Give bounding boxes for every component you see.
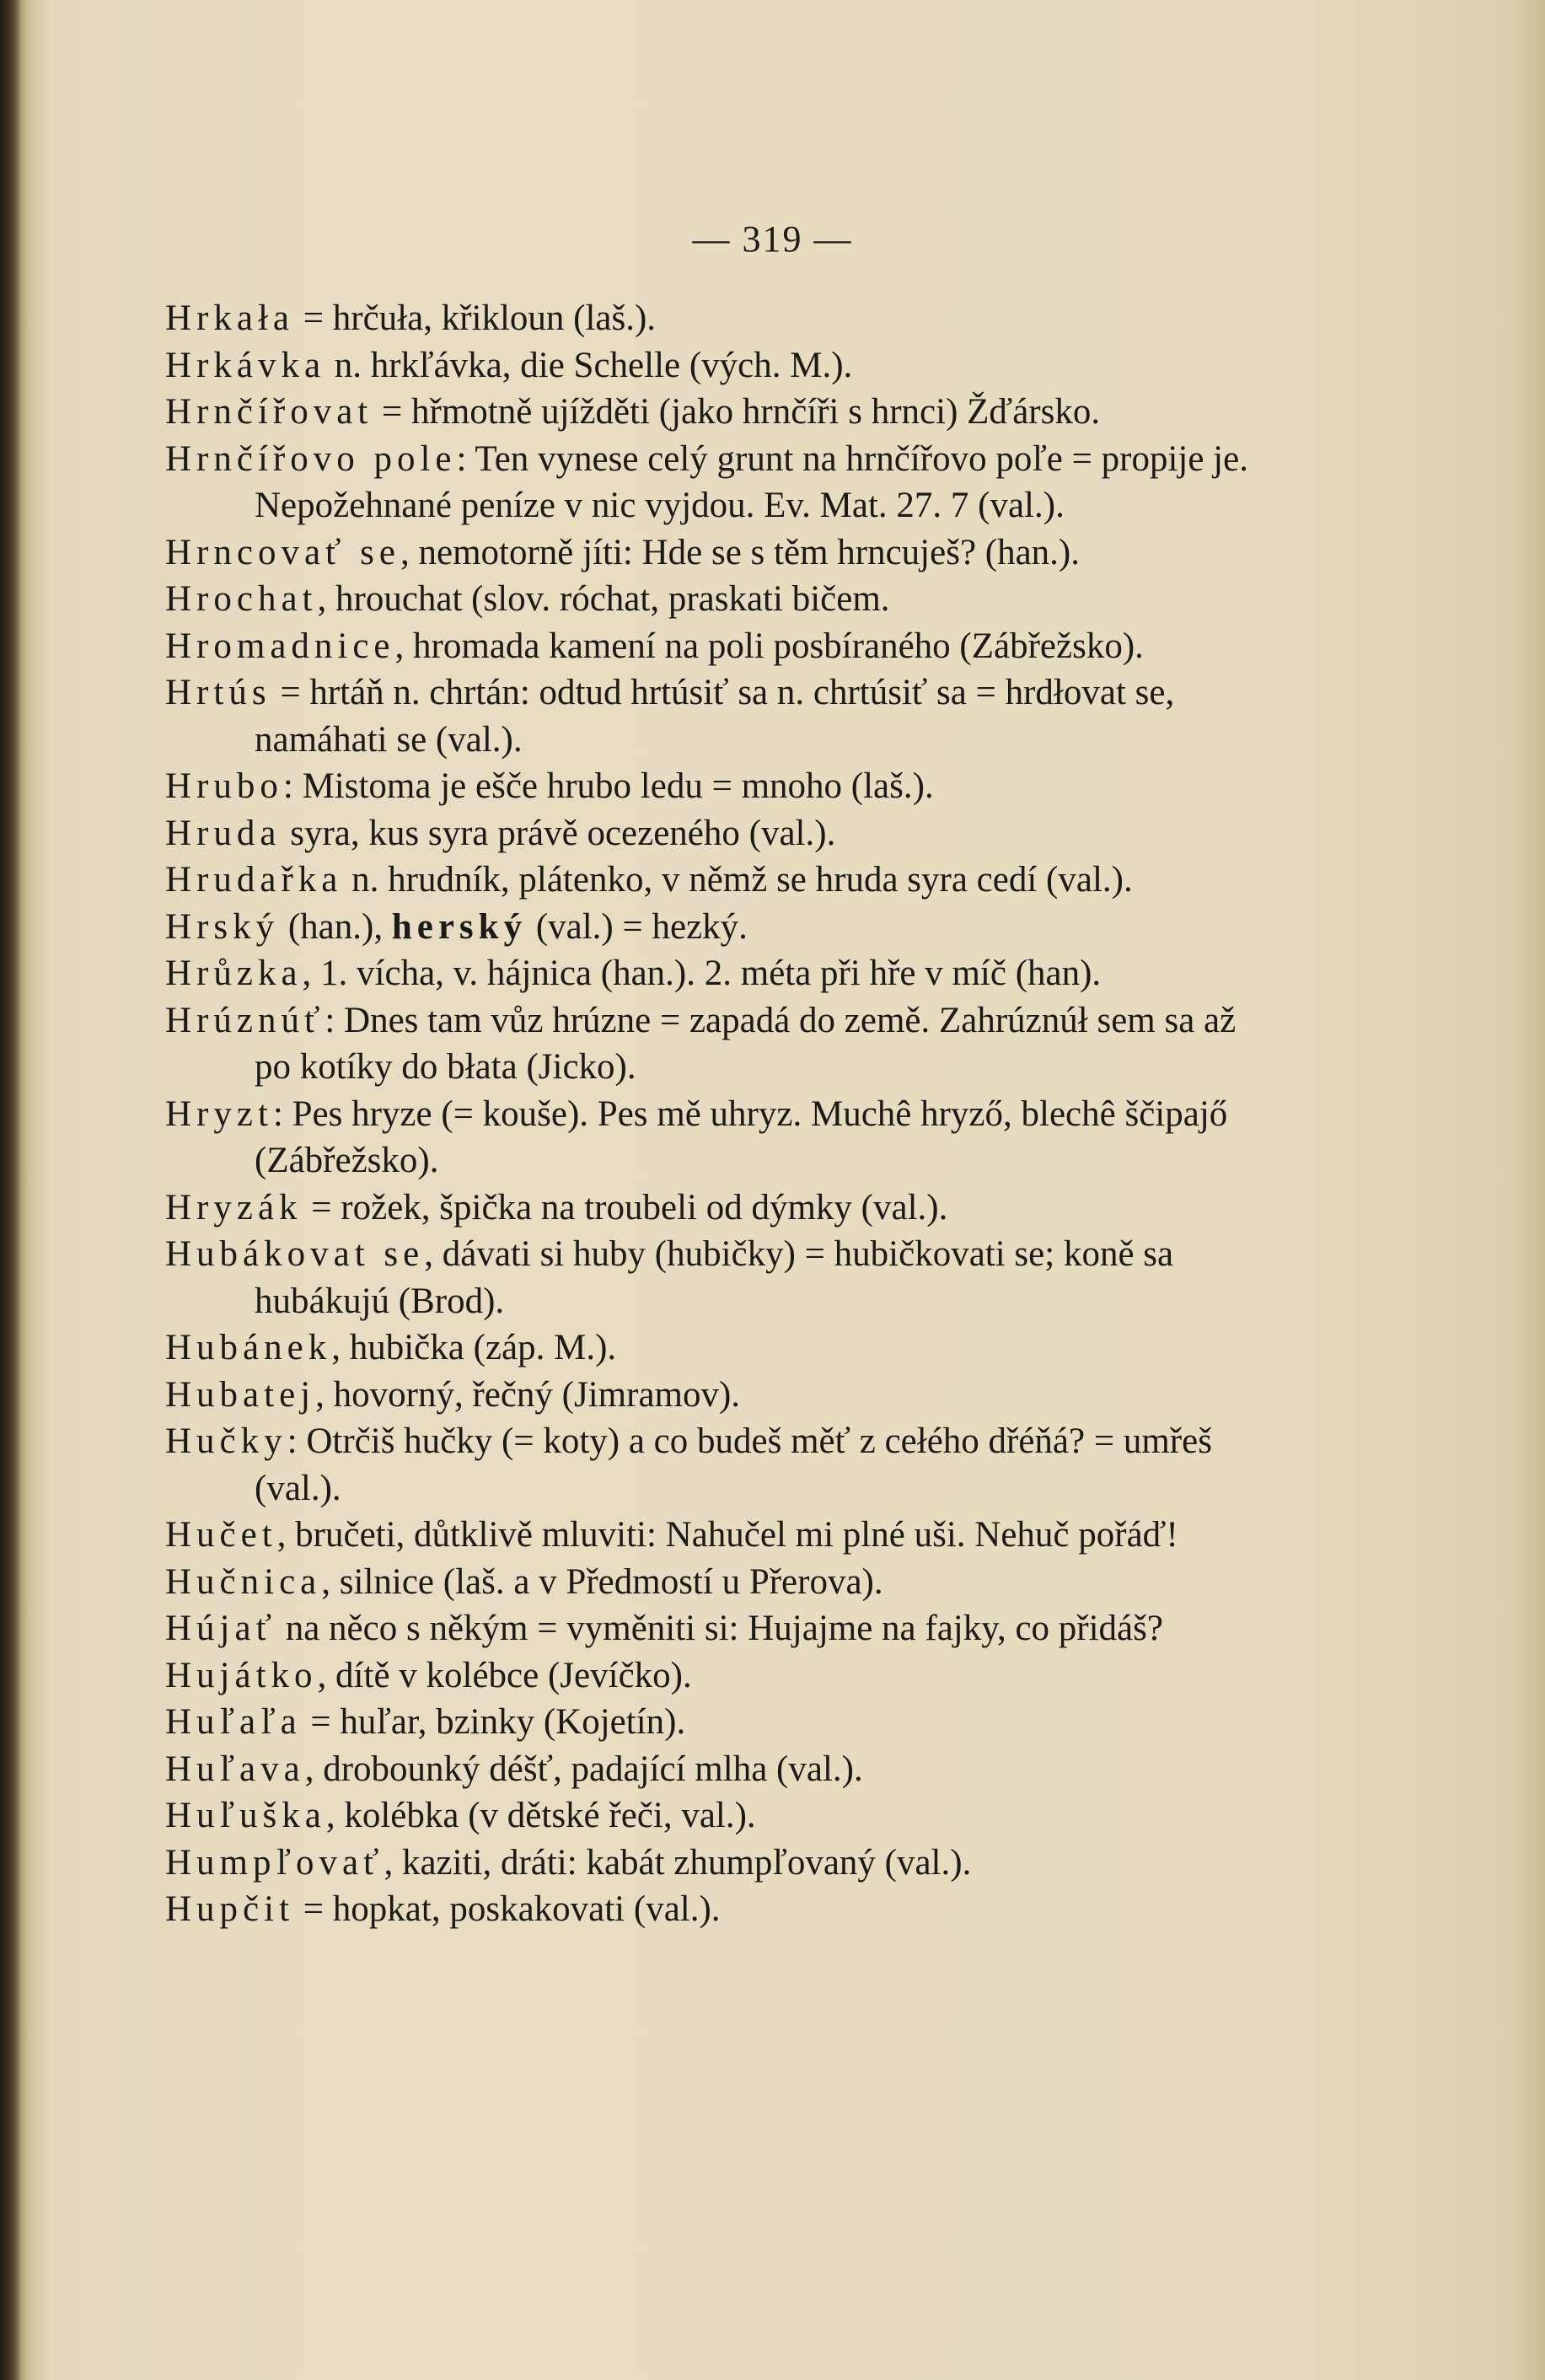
definition: : Ten vynese celý grunt na hrnčířovo poľe = propije je. Nepožehnané peníze v nic vyjdou. Ev. Mat. 27. 7 (val.). (255, 438, 1248, 525)
headword: Hrský (165, 906, 280, 947)
definition: = huľar, bzinky (Kojetín). (301, 1702, 686, 1742)
definition: , silnice (laš. a v Předmostí u Přerova). (321, 1561, 883, 1602)
dictionary-entry (165, 1418, 1253, 1512)
dictionary-entry (165, 904, 1253, 951)
headword: Hujátko (165, 1655, 318, 1695)
definition: n. hrudník, plátenko, v němž se hruda syra cedí (val.). (342, 860, 1133, 900)
dictionary-entries (165, 295, 1253, 1933)
dictionary-entry (165, 857, 1253, 904)
headword: Hupčit (165, 1889, 295, 1929)
definition: , hrouchat (slov. róchat, praskati bičem. (317, 579, 890, 619)
definition-continued: (val.) = hezký. (527, 906, 748, 947)
headword: Hújať (165, 1609, 276, 1648)
headword: Hubákovat se (165, 1234, 425, 1274)
definition: : Dnes tam vůz hrúzne = zapadá do země. Zahrúznúł sem sa až po kotíky do błata (Jicko). (255, 1000, 1237, 1087)
headword: Hryzt (165, 1093, 273, 1134)
headword: Hrudařka (165, 860, 343, 900)
headword: Hrůzka (165, 954, 303, 993)
definition: = hrtáň n. chrtán: odtud hrtúsiť sa n. chrtúsiť sa = hrdłovat se, namáhati se (val.). (255, 673, 1175, 760)
definition: : Pes hryze (= kouše). Pes mě uhryz. Muchê hryző, blechê ščipajő (Zábřežsko). (255, 1093, 1228, 1180)
definition: = rožek, špička na troubeli od dýmky (val.). (302, 1187, 948, 1228)
definition: , hovorný, řečný (Jimramov). (315, 1374, 741, 1415)
headword: Hrubo (165, 766, 283, 806)
definition: = hopkat, poskakovati (val.). (294, 1889, 721, 1929)
dictionary-entry (165, 1324, 1253, 1372)
definition: , hromada kamení na poli posbíraného (Zábřežsko). (394, 626, 1144, 666)
emphasized-variant: herský (391, 906, 528, 947)
headword: Hučky (165, 1421, 287, 1461)
definition: , drobounký déšť, padající mlha (val.). (304, 1749, 863, 1789)
dictionary-entry (165, 950, 1253, 997)
dictionary-entry (165, 763, 1253, 810)
dictionary-entry (165, 1886, 1253, 1933)
headword: Hrochat (165, 579, 318, 619)
dictionary-entry (165, 1840, 1253, 1887)
definition: n. hrkľávka, die Schelle (vých. M.). (325, 345, 853, 385)
headword: Hrkávka (165, 345, 326, 385)
headword: Huľava (165, 1749, 305, 1789)
headword: Hrnčířovo pole (165, 438, 457, 479)
definition: = hřmotně ujížděti (jako hrnčíři s hrnci) Žďársko. (373, 392, 1101, 432)
page-number: — 319 — (692, 218, 853, 260)
headword: Hryzák (165, 1187, 303, 1228)
dictionary-entry (165, 389, 1253, 436)
definition: = hrčuła, křikloun (laš.). (294, 298, 657, 338)
definition: (han.), (279, 906, 392, 947)
dictionary-entry (165, 1699, 1253, 1746)
headword: Hrtús (165, 673, 271, 712)
dictionary-entry (165, 1746, 1253, 1793)
dictionary-entry (165, 1652, 1253, 1700)
dictionary-entry (165, 436, 1253, 529)
definition: , dítě v kolébce (Jevíčko). (317, 1655, 692, 1695)
dictionary-entry (165, 1372, 1253, 1419)
headword: Hučnica (165, 1561, 322, 1602)
definition: , bručeti, důtklivě mluviti: Nahučel mi plné uši. Nehuč pořáď! (276, 1515, 1178, 1555)
definition: , kaziti, dráti: kabát zhumpľovaný (val.). (384, 1842, 972, 1883)
definition: : Mistoma je ešče hrubo ledu = mnoho (laš.). (282, 766, 934, 806)
headword: Hubánek (165, 1328, 332, 1367)
dictionary-entry (165, 997, 1253, 1091)
dictionary-entry (165, 623, 1253, 670)
headword: Huľuška (165, 1796, 326, 1835)
dictionary-entry (165, 1559, 1253, 1606)
definition: , kolébka (v dětské řeči, val.). (325, 1796, 756, 1835)
dictionary-entry (165, 1512, 1253, 1559)
definition: , dávati si huby (hubičky) = hubičkovati se; koně sa hubákujú (Brod). (255, 1234, 1174, 1321)
headword: Hubatej (165, 1374, 316, 1415)
headword: Hruda (165, 813, 282, 853)
headword: Humpľovať (165, 1842, 384, 1883)
headword: Hučet (165, 1515, 277, 1555)
dictionary-entry (165, 576, 1253, 623)
dictionary-entry (165, 669, 1253, 763)
dictionary-entry (165, 1185, 1253, 1232)
dictionary-entry (165, 295, 1253, 342)
headword: Hrúznúť (165, 1000, 325, 1040)
definition: , 1. vícha, v. hájnica (han.). 2. méta při hře v míč (han). (302, 954, 1102, 993)
headword: Hrkała (165, 298, 294, 338)
headword: Hromadnice (165, 626, 395, 666)
dictionary-entry (165, 1231, 1253, 1324)
definition: , nemotorně jíti: Hde se s těm hrncuješ? (han.). (400, 532, 1081, 572)
binding-gutter (0, 0, 29, 2380)
definition: na něco s někým = vyměniti si: Hujajme na fajky, co přidáš? (276, 1609, 1163, 1648)
dictionary-entry (165, 1091, 1253, 1185)
dictionary-entry (165, 529, 1253, 577)
headword: Huľaľa (165, 1702, 302, 1742)
definition: syra, kus syra právě ocezeného (val.). (281, 813, 836, 853)
headword: Hrnčířovat (165, 392, 373, 432)
dictionary-entry (165, 342, 1253, 390)
definition: : Otrčiš hučky (= koty) a co budeš měť z cełého dřéňá? = umřeš (val.). (255, 1421, 1212, 1508)
dictionary-entry (165, 1605, 1253, 1652)
headword: Hrncovať se (165, 532, 400, 572)
dictionary-entry (165, 810, 1253, 857)
dictionary-entry (165, 1792, 1253, 1840)
definition: , hubička (záp. M.). (331, 1328, 617, 1367)
